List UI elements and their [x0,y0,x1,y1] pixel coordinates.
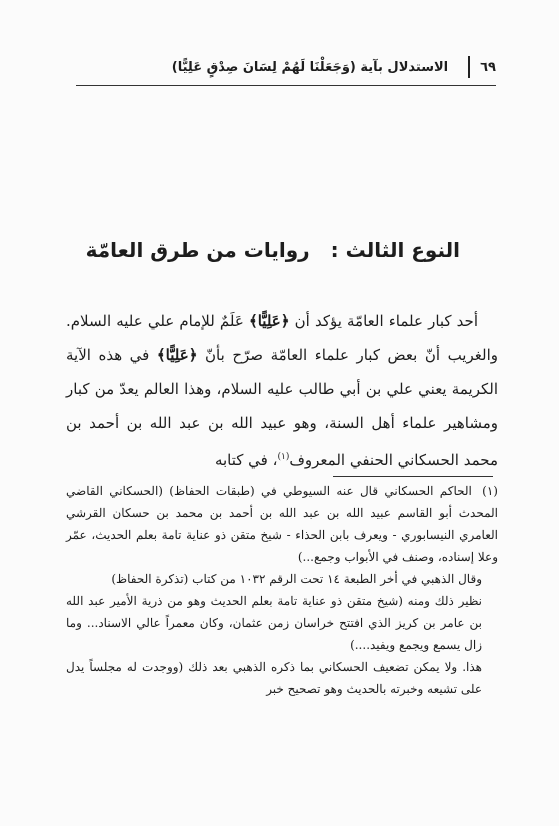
footnote-paragraph: هذا. ولا يمكن تضعيف الحسكاني بما ذكره الذهبي بعد ذلك (ووجدت له مجلساً يدل على تشيعه وخبرته بالحديث وهو تصحيح خبر [66,660,482,696]
footnote-number: (١) [482,484,498,498]
footnote-rule [333,476,493,477]
section-title: روايات من طرق العامّة [85,238,310,262]
section-heading [76,238,460,262]
main-text [66,304,498,477]
footnote-reference: (١) [277,452,290,462]
paragraph [66,304,498,477]
text-run: ، في كتابه [214,451,278,469]
footnotes [66,480,498,700]
footnote-paragraph: وقال الذهبي في أخر الطبعة ١٤ تحت الرقم ١٠٣٢ من كتاب (تذكرة الحفاظ) [111,572,482,586]
text-run: عَلَمٌ للإمام علي عليه السلام. والغريب أنّ بعض كبار علماء العامّة صرّح بأنّ [66,312,498,364]
quran-quote: ﴿عَلِيًّا﴾ [156,346,198,364]
text-run: أحد كبار علماء العامّة يؤكد أن [294,312,478,330]
header-rule [76,85,496,86]
running-title: الاستدلال بآية (وَجَعَلْنَا لَهُمْ لِسَانَ صِدْقٍ عَلِيًّا) [171,59,449,75]
section-label: النوع الثالث : [330,238,460,262]
page-number: ٦٩ [480,59,496,75]
footnote-1 [66,480,498,568]
footnote-paragraph: نظير ذلك ومنه (شيخ متقن ذو عناية تامة بعلم الحديث وهو من ذرية الأمير عبد الله بن عامر بن كريز الذي افتتح خراسان زمن عثمان، وكان معمراً عالي الاسناد... وما زال يسمع ويجمع ويفيد....) [66,594,482,652]
header-separator [468,56,470,78]
quran-quote: ﴿عَلِيًّا﴾ [248,312,290,330]
footnote-text: الحاكم الحسكاني قال عنه السيوطي في (طبقات الحفاظ) (الحسكاني القاضي المحدث أبو القاسم عبيد الله بن عبد الله بن أحمد بن محمد بن حسكان القرشي العامري النيسابوري - ويعرف بابن الحذاء - شيخ متقن ذو عناية تامة بعلم الحديث، عمّر وعلا إسناده، وصنف في الأبواب وجمع...) [66,484,498,564]
text-run: في هذه الآية الكريمة يعني علي بن أبي طالب عليه السلام، وهذا العالم يعدّ من كبار ومشاهير علماء أهل السنة، وهو عبيد الله بن عبد الله بن أحمد بن محمد الحسكاني الحنفي المعروف [66,346,498,469]
running-header [76,52,496,82]
